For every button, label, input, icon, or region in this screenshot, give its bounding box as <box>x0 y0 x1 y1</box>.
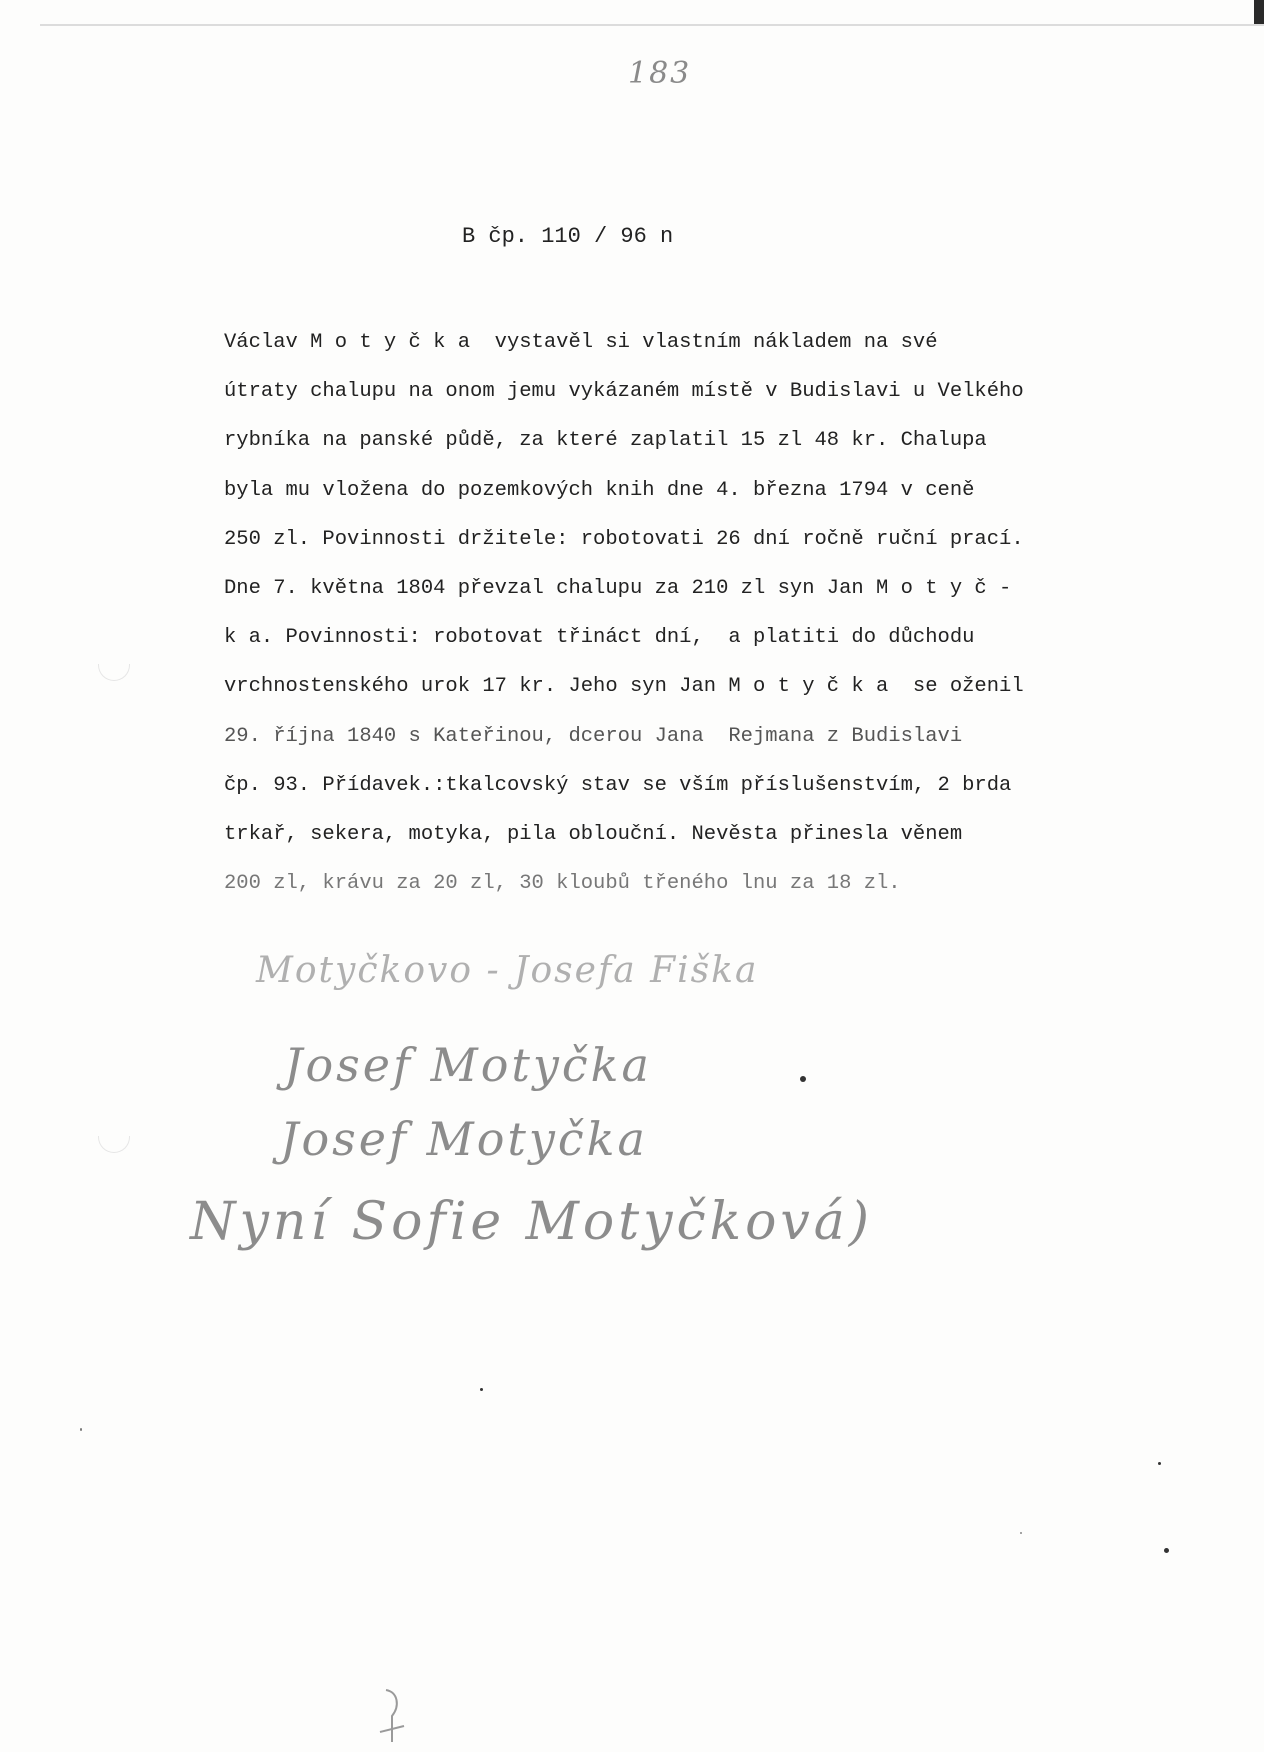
pencil-mark-icon <box>372 1686 412 1746</box>
text-line: čp. 93. Přídavek.:tkalcovský stav se vším příslušenstvím, 2 brda <box>224 773 1012 797</box>
page-top-edge <box>40 24 1264 26</box>
text-line: byla mu vložena do pozemkových knih dne 4. března 1794 v ceně <box>224 478 975 502</box>
handwritten-note: Josef Motyčka <box>284 1038 652 1092</box>
punch-hole-mark <box>98 1136 130 1153</box>
ink-speck <box>800 1076 806 1082</box>
text-line: rybníka na panské půdě, za které zaplatil 15 zl 48 kr. Chalupa <box>224 429 987 453</box>
typed-text-body <box>224 318 1194 908</box>
text-line: Václav M o t y č k a vystavěl si vlastním nákladem na své <box>224 331 938 354</box>
handwritten-note: Nyní Sofie Motyčková) <box>190 1192 874 1252</box>
text-line: k a. Povinnosti: robotovat třináct dní, a platiti do důchodu <box>224 626 975 650</box>
ink-speck <box>480 1388 483 1391</box>
page-number: 183 <box>628 56 692 91</box>
document-heading: B čp. 110 / 96 n <box>462 224 674 249</box>
ink-speck <box>1164 1548 1169 1553</box>
ink-speck <box>1158 1462 1161 1465</box>
text-line: trkař, sekera, motyka, pila oblouční. Nevěsta přinesla věnem <box>224 822 963 846</box>
punch-hole-mark <box>98 664 130 681</box>
text-line: 29. října 1840 s Kateřinou, dcerou Jana Rejmana z Budislavi <box>224 724 963 748</box>
scan-corner-mark <box>1254 0 1264 24</box>
handwritten-note-faded: Motyčkovo - Josefa Fiška <box>256 950 759 991</box>
text-line: 200 zl, krávu za 20 zl, 30 kloubů třeného lnu za 18 zl. <box>224 872 901 896</box>
handwritten-note: Josef Motyčka <box>280 1112 648 1166</box>
ink-speck <box>1020 1532 1022 1534</box>
text-line: útraty chalupu na onom jemu vykázaném místě v Budislavi u Velkého <box>224 380 1024 404</box>
text-line: vrchnostenského urok 17 kr. Jeho syn Jan M o t y č k a se oženil <box>224 675 1024 699</box>
text-line: 250 zl. Povinnosti držitele: robotovati 26 dní ročně ruční prací. <box>224 527 1024 551</box>
ink-speck <box>80 1428 82 1431</box>
text-line: Dne 7. května 1804 převzal chalupu za 210 zl syn Jan M o t y č - <box>224 576 1012 600</box>
